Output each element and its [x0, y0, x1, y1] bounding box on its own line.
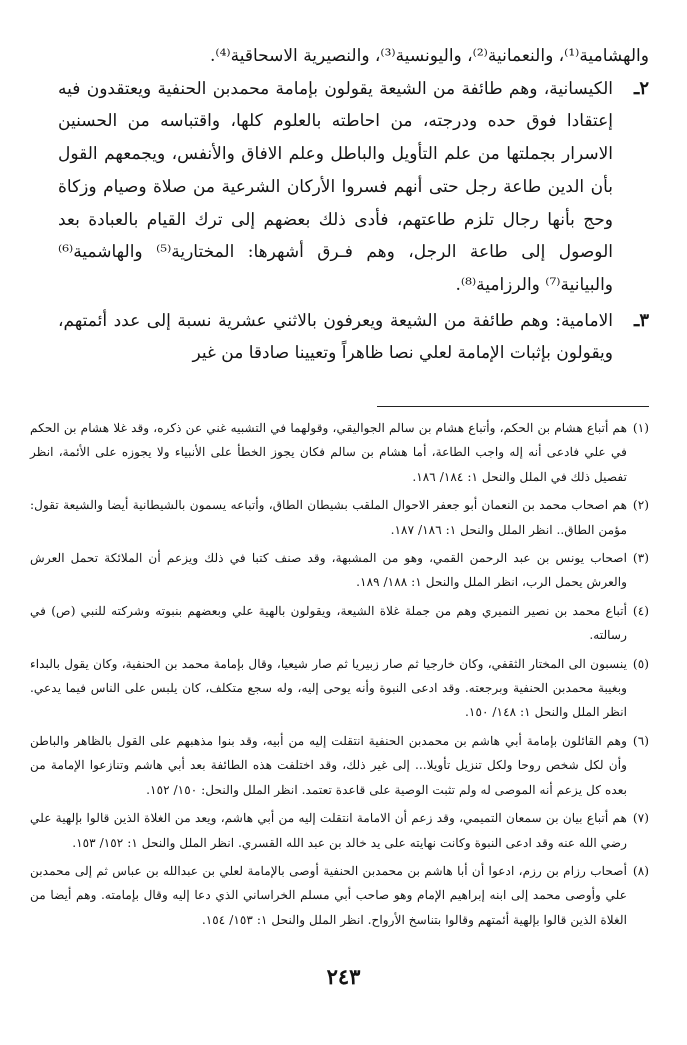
footnote-text: هم أتباع هشام بن الحكم، وأتباع هشام بن سالم الجواليقي، وقولهما في التشبيه غني عن ذكره، وقد غلا هشام بن الحكم في علي فادعى أنه إله واجب الطاعة، أما هشام بن سالم فكان يجوز الخطأ على الأنبياء ولا يجوزه على الأئمة، انظر تفصيل ذلك في الملل والنحل ١: ١٨٤/ ١٨٦. — [30, 421, 627, 484]
footnote-5 — [30, 652, 649, 725]
footnote-7 — [30, 806, 649, 855]
footnote-8 — [30, 859, 649, 932]
list-item-kaysaniyya — [58, 73, 649, 302]
footnote-number: (٧) — [632, 811, 649, 826]
footnote-number: (٦) — [632, 733, 649, 748]
footnote-separator — [377, 406, 649, 407]
list-item-imamiyya — [58, 305, 649, 370]
footnote-6 — [30, 729, 649, 802]
page-number: ٢٤٣ — [326, 964, 361, 989]
footnote-number: (٣) — [632, 551, 649, 566]
footnote-number: (٤) — [632, 603, 649, 618]
footnote-text: أتباع محمد بن نصير النميري وهم من جملة غلاة الشيعة، ويقولون بالهية علي وبعضهم بنبوته وشركته للنبي (ص) في رسالته. — [30, 603, 627, 643]
main-text — [58, 40, 649, 370]
footnote-text: هم أتباع بيان بن سمعان التميمي، وقد زعم أن الامامة انتقلت إليه من أبي هاشم، ويعد من الغلاة الذين قالوا بإلهية علي رضي الله عنه وقد ادعى النبوة وكانت نهايته على يد خالد بن عبد الله القسري. انظر الملل والنحل ١: ١٥٢/ ١٥٣. — [30, 811, 627, 850]
footnote-number: (٨) — [632, 863, 649, 878]
item-number: ٣ـ — [634, 309, 649, 331]
footnote-number: (٢) — [632, 498, 649, 513]
footnote-text: اصحاب يونس بن عبد الرحمن القمي، وهو من المشبهة، وقد صنف كتبا في ذلك ويزعم أن الملائكة تحمل العرش والعرش يحمل الرب، انظر الملل والنحل ١: ١٨٨/ ١٨٩. — [30, 551, 627, 590]
footnote-text: أصحاب رزام بن رزم، ادعوا أن أبا هاشم بن محمدبن الحنفية أوصى بالإمامة لعلي بن عبدالله بن عباس ثم إلى محمدبن علي وأوصى محمد إلى ابنه إبراهيم الإمام وهو صاحب أبي مسلم الخراساني الذي دعا إليه وقال بإمامته. وهم أيضا من الغلاة الذين قالوا بإلهية أئمتهم وقالوا بتناسخ الأرواح. انظر الملل والنحل ١: ١٥٣/ ١٥٤. — [30, 863, 627, 927]
item-number: ٢ـ — [634, 77, 649, 99]
footnote-text: وهم القائلون بإمامة أبي هاشم بن محمدبن الحنفية انتقلت إليه من أبيه، وقد بنوا مذهبهم على القول بالظاهر والباطن وأن لكل شخص روحا ولكل تنزيل تأويلا... إلى غير ذلك، وقد اختلفت هذه الطائفة بعد أبي هاشم وتنازعوا الإمامة من بعده كل يزعم أنه الموصى له ولم تثبت الوصية على قاعدة تعتمد. انظر الملل والنحل: ١٥٠/ ١٥٢. — [30, 733, 627, 797]
footnote-number: (١) — [632, 421, 649, 435]
continuation-line: والهشامية⁽¹⁾، والنعمانية⁽²⁾، واليونسية⁽³⁾، والنصيرية الاسحاقية⁽⁴⁾. — [210, 46, 649, 66]
item-text: الامامية: وهم طائفة من الشيعة ويعرفون بالاثني عشرية نسبة إلى عدد أئمتهم، ويقولون بإثبات الإمامة لعلي نصا ظاهراً وتعيينا صادقا من غير — [58, 310, 613, 364]
footnote-4 — [30, 599, 649, 648]
footnote-text: هم اصحاب محمد بن النعمان أبو جعفر الاحوال الملقب بشيطان الطاق، وأتباعه يسمون بالشيطانية أيضا والشيعة تقول: مؤمن الطاق.. انظر الملل والنحل ١: ١٨٦/ ١٨٧. — [30, 498, 627, 537]
footnote-1 — [30, 416, 649, 489]
footnote-text: ينسبون الى المختار الثقفي، وكان خارجيا ثم صار زبيريا ثم صار شيعيا، وقال بإمامة محمد بن الحنفية، وكان يقول بالبداء وبغيبة محمدبن الحنفية وبرجعته. وقد ادعى النبوة وأنه يوحى إليه، وله سجع متكلف، كان يلبس على الناس فيما يدعي. انظر الملل والنحل ١: ١٤٨/ ١٥٠. — [30, 656, 627, 720]
item-text: الكيسانية، وهم طائفة من الشيعة يقولون بإمامة محمدبن الحنفية ويعتقدون فيه إعتقادا فوق حده ودرجته، من احاطته بالعلوم كلها، واقتباسه من الحسنين الاسرار بجملتها من علم التأويل والباطل وعلم الافاق والأنفس، ويجمعهم القول بأن الدين طاعة رجل حتى أنهم فسروا الأركان الشرعية من صلاة وصيام وزكاة وحج بأنها رجال تلزم طاعتهم، فأدى ذلك بعضهم إلى ترك القيام بالعبادة بعد الوصول إلى طاعة الرجل، وهم فـرق أشهرها: المختارية⁽⁵⁾ والهاشمية⁽⁶⁾ والبيانية⁽⁷⁾ والرزامية⁽⁸⁾. — [58, 78, 613, 295]
footnote-3 — [30, 546, 649, 595]
footnote-2 — [30, 493, 649, 542]
footnotes — [30, 416, 649, 936]
footnote-number: (٥) — [632, 656, 649, 671]
